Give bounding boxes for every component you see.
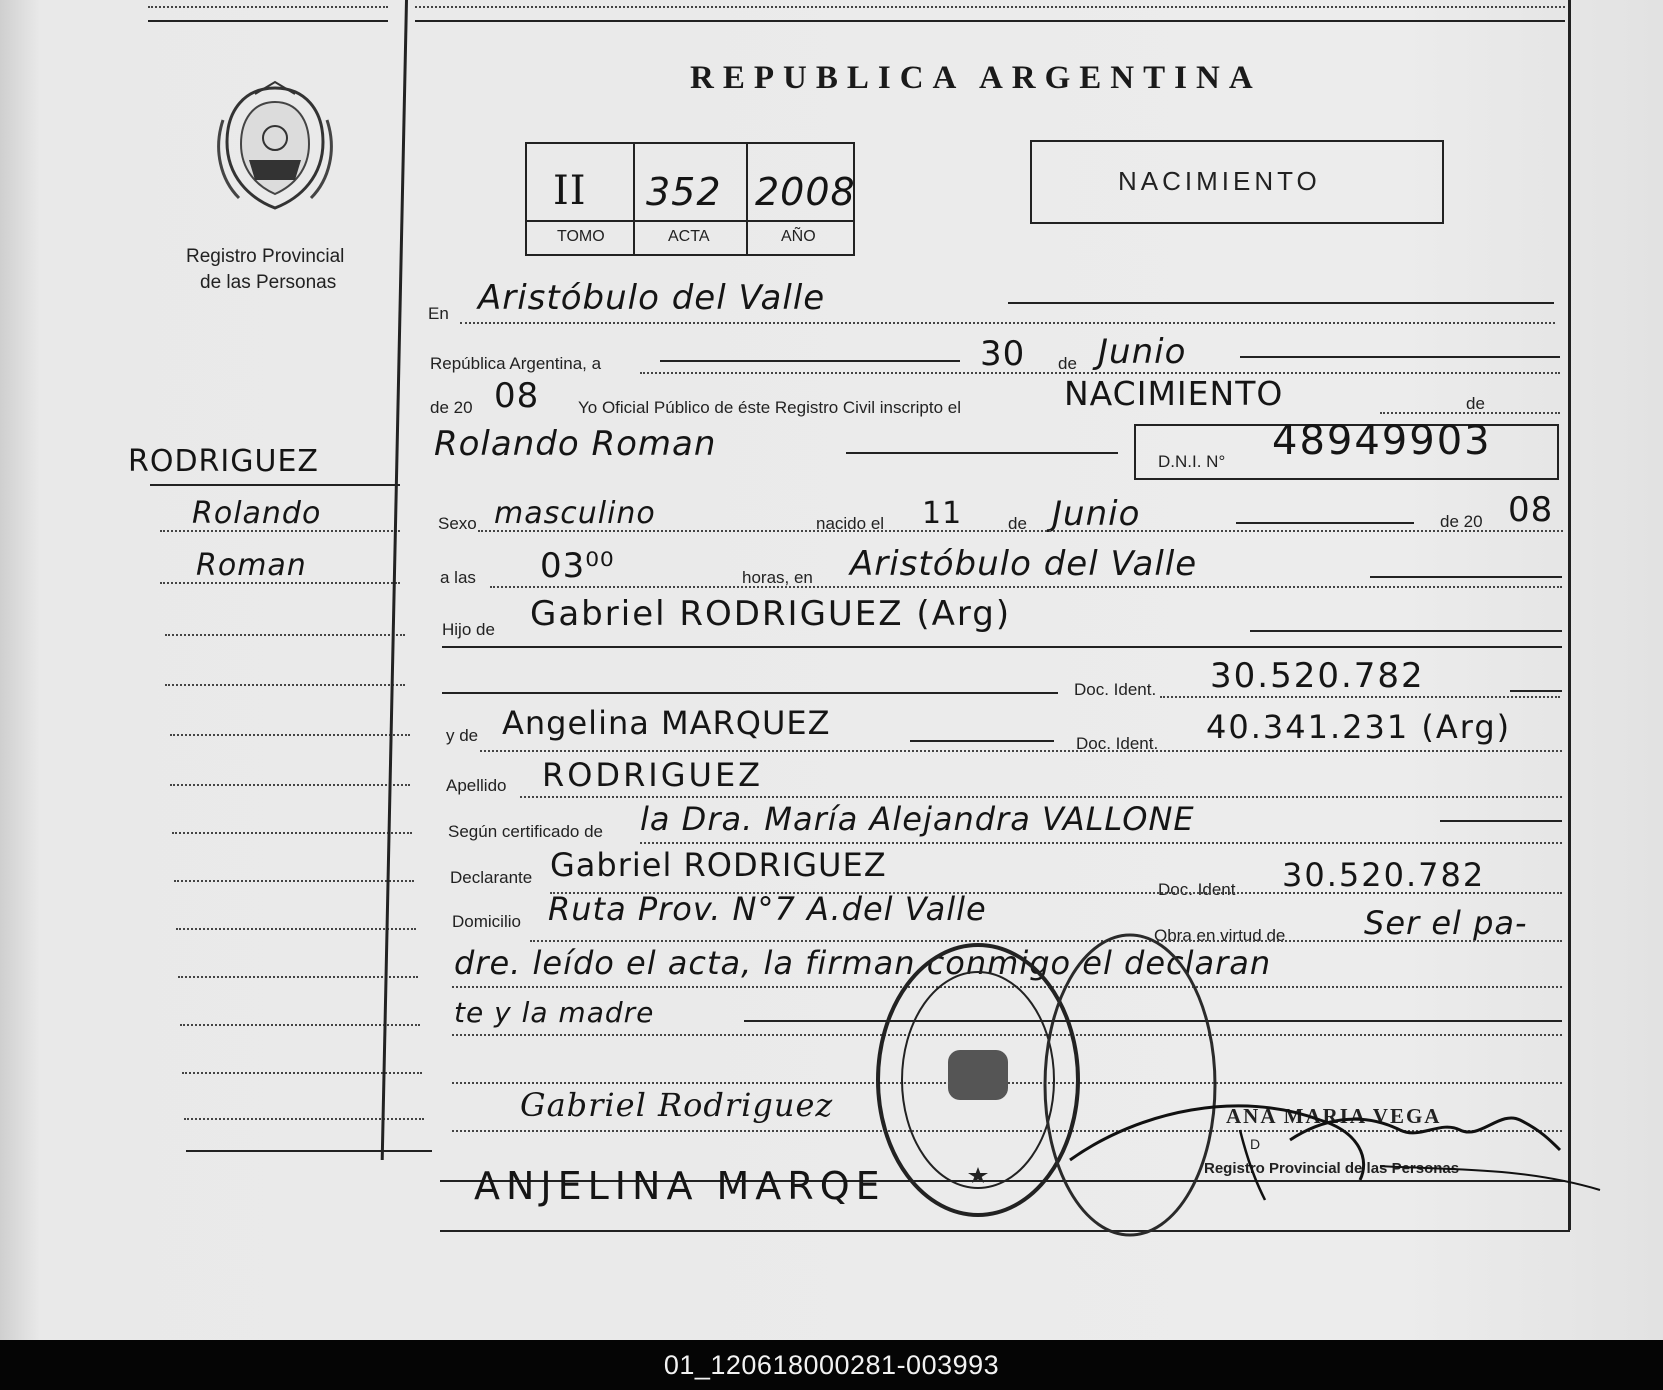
margin-dotted-13 (184, 1118, 424, 1120)
margin-dotted-1 (160, 530, 400, 532)
declarante-label: Declarante (450, 868, 533, 887)
sexo-label: Sexo (438, 514, 477, 533)
bottom-rule-2 (440, 1230, 1570, 1232)
hijo-label: Hijo de (442, 620, 495, 639)
ano-value: 2008 (755, 170, 856, 214)
margin-dotted-6 (170, 784, 410, 786)
child-name-value: Rolando Roman (434, 424, 717, 464)
domicilio-value: Ruta Prov. N°7 A.del Valle (548, 890, 987, 928)
frame-top-dotted (415, 6, 1565, 8)
yde-dotted (480, 750, 1562, 752)
mother-doc-value: 40.341.231 (Arg) (1206, 708, 1512, 746)
obra-value: Ser el pa- (1364, 904, 1528, 942)
declarante-doc-value: 30.520.782 (1282, 856, 1486, 894)
left-top-dotted (148, 6, 388, 8)
de-label-2: de (1466, 394, 1485, 413)
record-box-divider-1 (633, 142, 635, 256)
margin-dotted-4 (165, 684, 405, 686)
row3-dotted (1380, 412, 1560, 414)
oficial-label: Yo Oficial Público de éste Registro Civil inscripto el (578, 398, 961, 417)
apellido-label: Apellido (446, 776, 507, 795)
provincial-seal-icon (215, 80, 335, 220)
birth-place-value: Aristóbulo del Valle (850, 544, 1198, 584)
father-rule-2 (442, 646, 1562, 648)
country-title: REPUBLICA ARGENTINA (690, 60, 1262, 96)
obra-continuation-2: te y la madre (454, 996, 655, 1029)
frame-right-border (1568, 0, 1571, 1230)
obra-label: Obra en virtud de (1154, 926, 1286, 945)
republica-label: República Argentina, a (430, 354, 602, 373)
birth-year-suffix: 08 (1508, 490, 1554, 530)
left-top-rule (148, 20, 388, 22)
child-name-rule (846, 452, 1118, 454)
registry-name-line2: de las Personas (200, 272, 337, 293)
official-org-stamp: Registro Provincial de las Personas (1204, 1160, 1460, 1177)
margin-dotted-10 (178, 976, 418, 978)
margin-dotted-2 (160, 582, 400, 584)
dni-value: 48949903 (1272, 418, 1492, 464)
alas-label: a las (440, 568, 476, 587)
margin-first-name: Rolando (192, 496, 322, 531)
record-box-divider-h (525, 220, 855, 222)
father-rule (1250, 630, 1562, 632)
year-prefix-label: de 20 (430, 398, 473, 417)
margin-surname: RODRIGUEZ (128, 444, 319, 479)
birth-day-value: 11 (922, 496, 963, 531)
margin-dotted-12 (182, 1072, 422, 1074)
sexo-dotted (478, 530, 1563, 532)
sexo-value: masculino (494, 496, 656, 531)
place-dotted (460, 322, 1555, 324)
margin-middle-name: Roman (196, 548, 307, 583)
birth-month-rule (1236, 522, 1414, 524)
doc-ident-label-3: Doc. Ident (1158, 880, 1236, 899)
acta-value: 352 (646, 170, 722, 214)
obra-continuation-1: dre. leído el acta, la firman conmigo el declaran (454, 944, 1272, 982)
en-label: En (428, 304, 449, 323)
mother-rule (910, 740, 1054, 742)
yde-label: y de (446, 726, 479, 745)
tomo-value: II (553, 168, 587, 214)
margin-dotted-5 (170, 734, 410, 736)
segun-dotted (640, 842, 1562, 844)
dni-label: D.N.I. N° (1158, 452, 1226, 471)
tomo-label: TOMO (557, 228, 605, 245)
birth-month-value: Junio (1052, 494, 1141, 534)
father-doc-value: 30.520.782 (1210, 656, 1425, 696)
margin-dotted-8 (174, 880, 414, 882)
domicilio-label: Domicilio (452, 912, 521, 931)
father-signature: Gabriel Rodriguez (520, 1086, 834, 1124)
record-type: NACIMIENTO (1118, 166, 1321, 196)
de-label-3: de (1008, 514, 1027, 533)
registry-name-line1: Registro Provincial (186, 246, 345, 267)
apellido-value: RODRIGUEZ (542, 756, 764, 794)
declarante-value: Gabriel RODRIGUEZ (550, 846, 887, 884)
margin-dotted-7 (172, 832, 412, 834)
father-doc-end-rule (1510, 690, 1562, 692)
certificado-rule (1440, 820, 1562, 822)
frame-top-rule (415, 20, 1565, 22)
footer-bar (0, 1340, 1663, 1390)
margin-rule-1 (150, 484, 400, 486)
official-name-letter: D (1250, 1136, 1261, 1152)
ano-label: AÑO (781, 228, 816, 245)
mother-value: Angelina MARQUEZ (502, 704, 831, 742)
day-value: 30 (980, 334, 1026, 374)
de20-label: de 20 (1440, 512, 1483, 531)
doc-dotted (1160, 696, 1560, 698)
day-rule (660, 360, 960, 362)
doc-ident-label-2: Doc. Ident. (1076, 734, 1159, 753)
record-box-divider-2 (746, 142, 748, 256)
de-label: de (1058, 354, 1077, 373)
alas-dotted (490, 586, 1562, 588)
father-value: Gabriel RODRIGUEZ (Arg) (530, 594, 1012, 634)
doc-ident-label: Doc. Ident. (1074, 680, 1157, 699)
segun-label: Según certificado de (448, 822, 603, 841)
month-value: Junio (1098, 332, 1187, 372)
official-name-stamp: ANA MARIA VEGA (1226, 1104, 1442, 1128)
father-doc-rule (442, 692, 1058, 694)
acta-label: ACTA (668, 228, 710, 245)
birth-place-rule (1370, 576, 1562, 578)
horas-label: horas, en (742, 568, 813, 587)
month-rule (1240, 356, 1560, 358)
document-id: 01_120618000281-003993 (663, 1349, 1000, 1380)
apellido-dotted (520, 796, 1562, 798)
inscripto-value: NACIMIENTO (1064, 374, 1284, 413)
nacido-label: nacido el (816, 514, 885, 533)
frame-left-border (381, 0, 408, 1160)
place-value: Aristóbulo del Valle (478, 278, 826, 318)
year-suffix-value: 08 (494, 376, 540, 416)
mother-signature: ANJELINA MARQE (474, 1164, 886, 1208)
official-signature-icon (1060, 1070, 1620, 1210)
certificado-value: la Dra. María Alejandra VALLONE (640, 800, 1195, 838)
margin-dotted-3 (165, 634, 405, 636)
margin-dotted-9 (176, 928, 416, 930)
margin-rule-bottom (186, 1150, 432, 1152)
birth-time-value: 03⁰⁰ (540, 546, 615, 586)
place-rule (1008, 302, 1554, 304)
